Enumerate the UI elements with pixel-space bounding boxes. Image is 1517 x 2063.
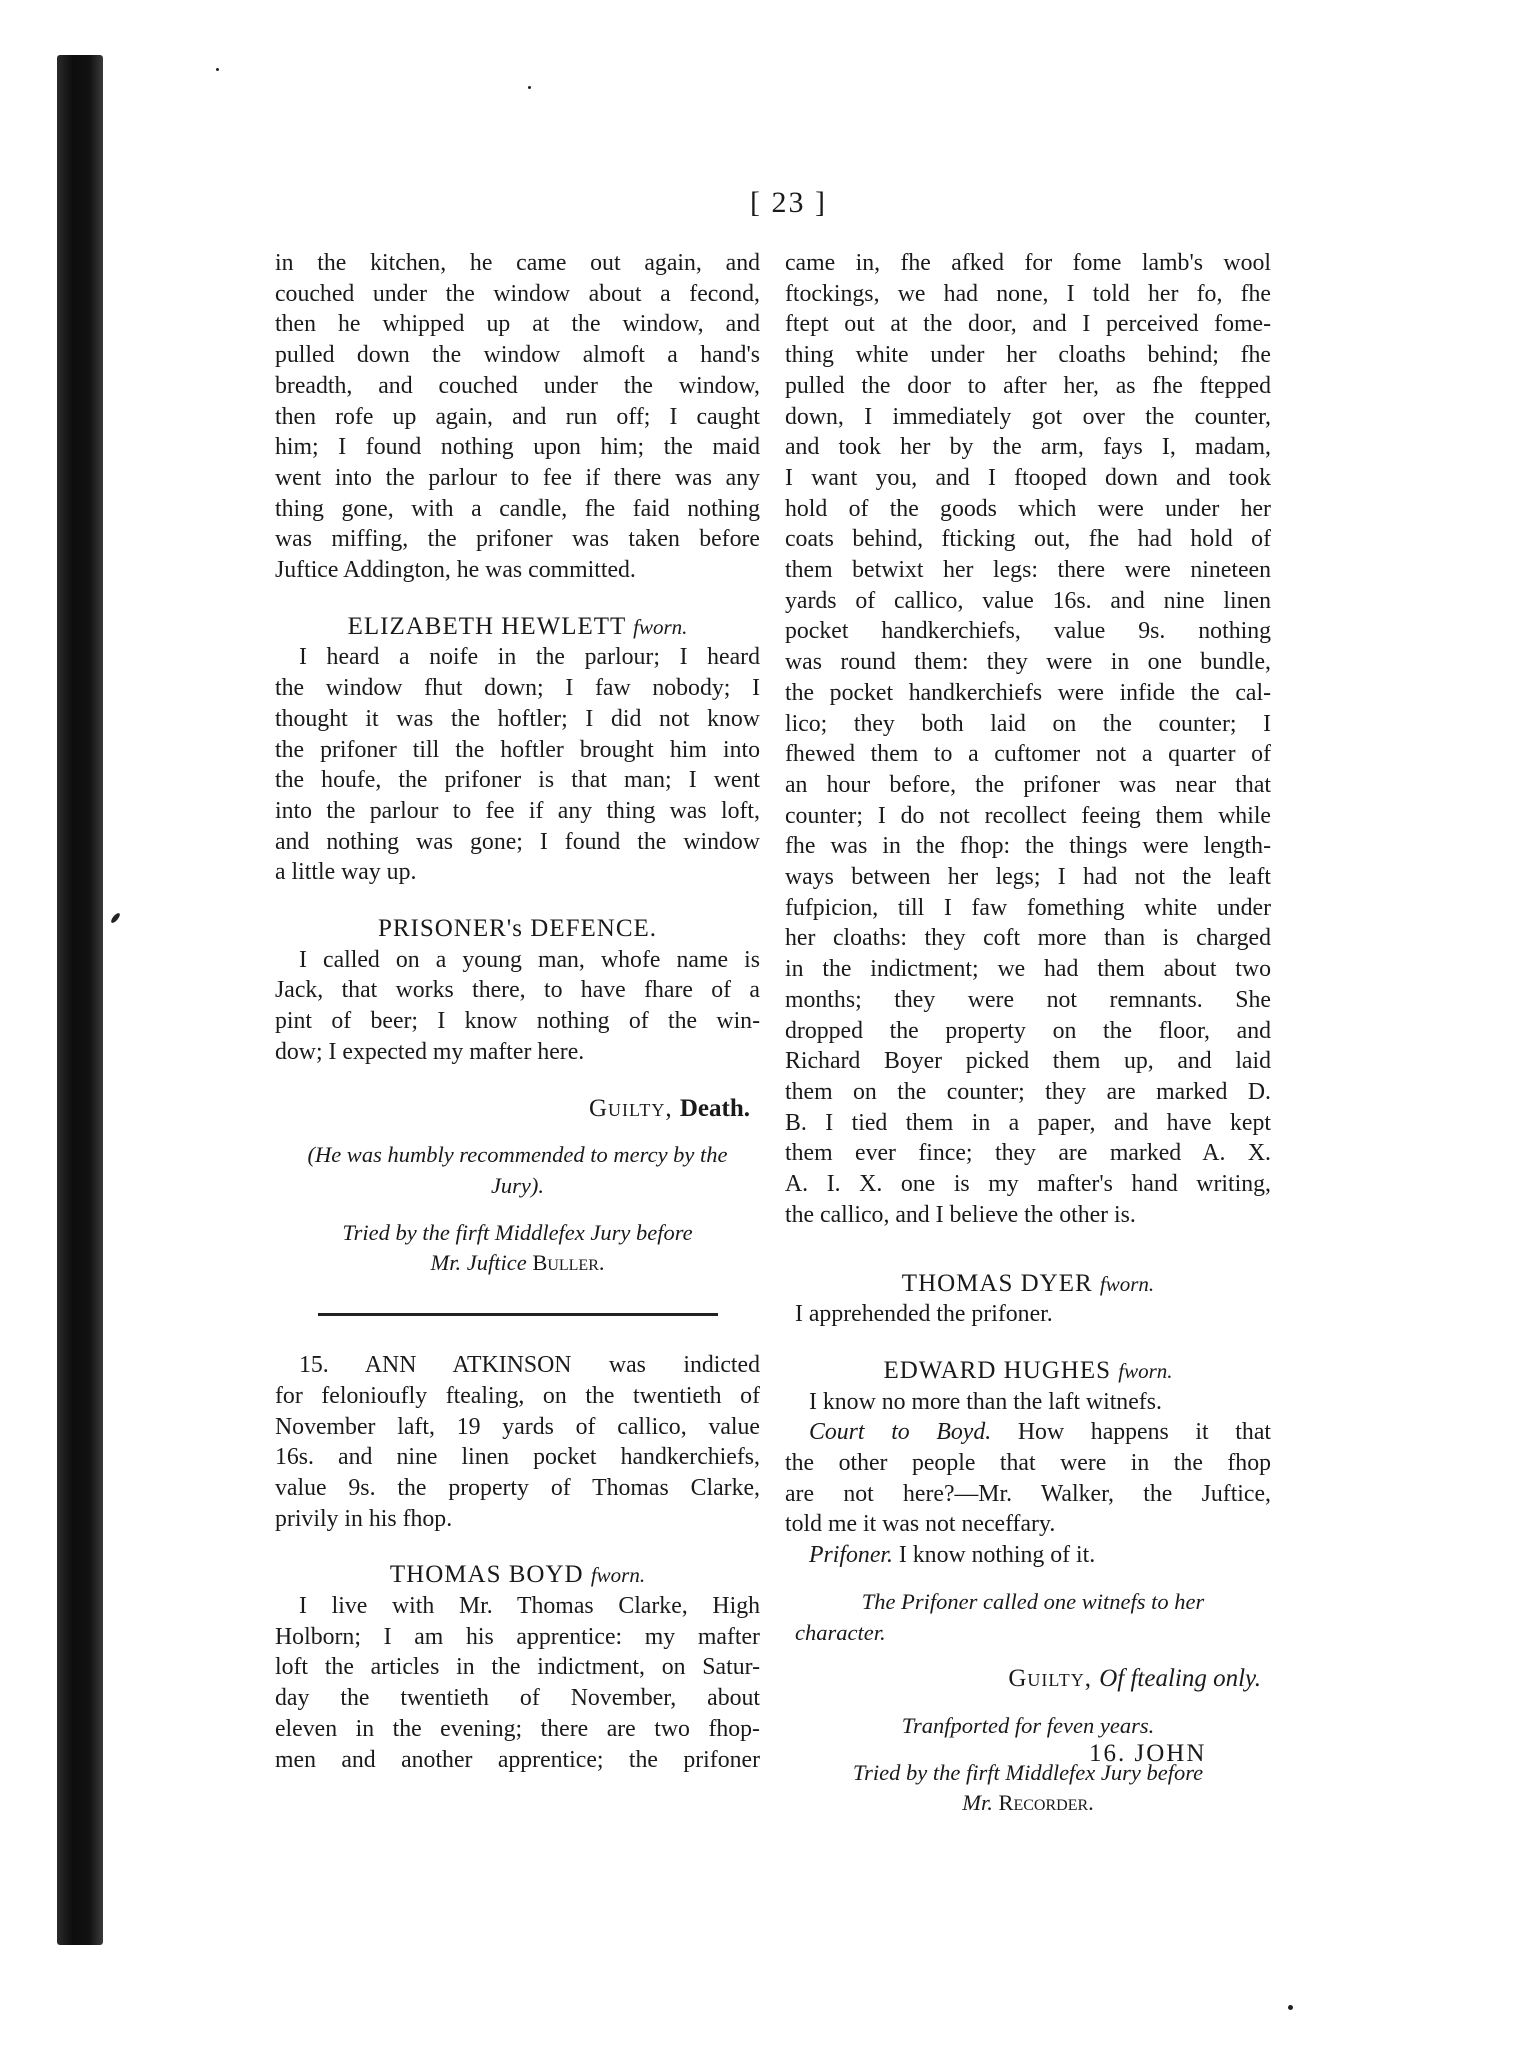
text-line: 16s. and nine linen pocket handkerchiefs, [275,1444,760,1471]
text-line: I called on a young man, whofe name is [299,946,760,973]
text-line: thing white under her cloaths behind; fhe [785,342,1271,369]
text-line: November laft, 19 yards of callico, value [275,1413,760,1440]
scan-speck [1288,2005,1293,2010]
sworn-label: fworn. [633,614,688,639]
text-line: hold of the goods which were under her [785,495,1271,522]
left-column [275,248,760,1775]
scan-speck [216,68,219,71]
text-line: dropped the property on the floor, and [785,1017,1271,1044]
text-line: yards of callico, value 16s. and nine linen [785,587,1271,614]
speech-text: I know nothing of it. [898,1542,1096,1569]
text-line: and took her by the arm, fays I, madam, [785,434,1271,461]
text-line: I live with Mr. Thomas Clarke, High [299,1593,760,1620]
text-line: ftept out at the door, and I perceived fome- [785,311,1271,338]
text-line: counter; I do not recollect feeing them while [785,802,1271,829]
text-line: down, I immediately got over the counter, [785,403,1271,430]
text-line: them ever fince; they are marked A. X. [785,1140,1271,1167]
text-line: ftockings, we had none, I told her fo, fhe [785,280,1271,307]
text-line: pint of beer; I know nothing of the win- [275,1008,760,1035]
text-line: the houfe, the prifoner is that man; I went [275,767,760,794]
text-line: day the twentieth of November, about [275,1685,760,1712]
text-line: in the kitchen, he came out again, and [275,250,760,276]
scan-speck [528,86,531,89]
text-line: the prifoner till the hoftler brought him into [275,736,760,763]
paragraph [785,1387,1271,1571]
text-line: in the indictment; we had them about two [785,956,1271,983]
sworn-label: fworn. [1099,1271,1155,1296]
book-spine-shadow [57,55,103,1945]
paragraph [275,1350,760,1534]
text-line: him; I found nothing upon him; the maid [275,434,760,461]
judge-prefix: Mr. [962,1790,993,1816]
text-line: them betwixt her legs: there were nineteen [785,557,1271,584]
text-line: thing gone, with a candle, fhe faid nothing [275,495,760,522]
text-line: I heard a noife in the parlour; I heard [299,644,760,671]
text-line: I apprehended the prifoner. [795,1301,1053,1328]
witness-heading [785,1356,1271,1387]
text-line: Juftice Addington, he was committed. [275,557,636,584]
speaker-label: Court to Boyd. [809,1419,992,1446]
text-line: (He was humbly recommended to mercy by the [307,1142,728,1168]
text-line: pulled the door to after her, as fhe ftepped [785,372,1271,399]
text-line: lico; they both laid on the counter; I [785,710,1271,737]
catchword: 16. JOHN [1089,1740,1207,1767]
text-line: came in, fhe afked for fome lamb's wool [785,250,1271,276]
text-line: character. [795,1619,886,1645]
witness-heading [275,612,760,643]
witness-name: THOMAS DYER [901,1269,1093,1297]
text-line: Jury). [490,1172,545,1198]
text-line: was miffing, the prifoner was taken before [275,526,760,553]
text-line: 15. ANN ATKINSON was indicted [299,1352,760,1379]
text-line [785,1540,1271,1571]
paragraph [785,1299,1271,1330]
text-line: B. I tied them in a paper, and have kept [785,1109,1271,1136]
tried-note [275,1218,760,1279]
text-line: the pocket handkerchiefs were infide the cal- [785,679,1271,706]
text-line: loft the articles in the indictment, on Satur- [275,1654,760,1681]
text-line: then rofe up again, and run off; I caught [275,403,760,430]
defence-heading: PRISONER's DEFENCE. [377,915,658,943]
text-line [785,1788,1271,1819]
verdict-word: Guilty, [1008,1665,1092,1693]
text-line: I know no more than the laft witnefs. [809,1388,1162,1415]
sentence-word: Death. [679,1094,750,1122]
text-line: was round them: they were in one bundle, [785,649,1271,676]
text-line: a little way up. [275,859,417,886]
verdict [785,1664,1271,1695]
witness-heading [275,1560,760,1591]
text-line: couched under the window about a fecond, [275,280,760,307]
text-line: Tried by the firft Middlefex Jury before [852,1759,1204,1785]
witness-note [785,1587,1271,1648]
text-line: men and another apprentice; the prifoner [275,1746,760,1773]
text-line: the other people that were in the fhop [785,1450,1271,1477]
verdict-detail: Of ftealing only. [1099,1665,1261,1693]
text-line: the callico, and I believe the other is. [785,1201,1136,1228]
text-line: months; they were not remnants. She [785,986,1271,1013]
text-line: A. I. X. one is my mafter's hand writing, [785,1171,1271,1198]
text-line: Tried by the firft Middlefex Jury before [342,1219,693,1245]
text-line: them on the counter; they are marked D. [785,1078,1271,1105]
page-number: [ 23 ] [750,186,827,219]
text-line: told me it was not neceffary. [785,1511,1056,1538]
judge-name: Buller. [532,1250,605,1276]
text-line: then he whipped up at the window, and [275,311,760,338]
speech-text: How happens it that [1017,1419,1271,1446]
text-line: pocket handkerchiefs, value 9s. nothing [785,618,1271,645]
text-line: for felonioufly ftealing, on the twentieth of [275,1382,760,1409]
text-line: breadth, and couched under the window, [275,372,760,399]
witness-heading [785,1269,1271,1300]
text-line: coats behind, fticking out, fhe had hold of [785,526,1271,553]
text-line: fhe was in the fhop: the things were length- [785,833,1271,860]
text-line: and nothing was gone; I found the window [275,828,760,855]
text-line: Holborn; I am his apprentice: my mafter [275,1623,760,1650]
verdict-word: Guilty, [588,1094,673,1122]
text-line [785,1417,1271,1448]
paragraph [275,642,760,888]
text-line: her cloaths: they coft more than is charged [785,925,1271,952]
text-line: Richard Boyer picked them up, and laid [785,1048,1271,1075]
scan-speck [110,912,122,924]
sworn-label: fworn. [590,1563,646,1588]
paragraph [275,248,760,586]
paragraph [275,1591,760,1775]
sworn-label: fworn. [1118,1358,1173,1383]
paragraph [785,248,1271,1231]
mercy-note [275,1140,760,1201]
judge-prefix: Mr. Juftice [430,1250,527,1276]
text-line [275,1248,760,1279]
witness-name: THOMAS BOYD [389,1561,584,1589]
sentence-note: Tranfported for feven years. [901,1712,1155,1738]
text-line: went into the parlour to fee if there was any [275,464,760,491]
speaker-label: Prifoner. [809,1542,893,1569]
verdict [275,1094,760,1125]
text-line: pulled down the window almoft a hand's [275,342,760,369]
witness-name: ELIZABETH HEWLETT [347,612,626,640]
text-line: fhewed them to a cuftomer not a quarter of [785,741,1271,768]
text-line: eleven in the evening; there are two fhop- [275,1715,760,1742]
text-line: privily in his fhop. [275,1505,453,1532]
right-column [785,248,1271,1819]
text-line: dow; I expected my mafter here. [275,1038,585,1065]
text-line: ways between her legs; I had not the leaft [785,864,1271,891]
text-line: an hour before, the prifoner was near that [785,771,1271,798]
text-line: The Prifoner called one witnefs to her [861,1588,1205,1614]
text-line: thought it was the hoftler; I did not know [275,705,760,732]
text-line: the window fhut down; I faw nobody; I [275,675,760,702]
witness-name: EDWARD HUGHES [883,1356,1112,1384]
text-line: fufpicion, till I faw fomething white under [785,894,1271,921]
paragraph [275,945,760,1068]
text-line: into the parlour to fee if any thing was loft, [275,797,760,824]
text-line: value 9s. the property of Thomas Clarke, [275,1474,760,1501]
text-line: Jack, that works there, to have fhare of a [275,977,760,1004]
text-line: are not here?—Mr. Walker, the Juftice, [785,1480,1271,1507]
judge-name: Recorder. [998,1790,1094,1816]
text-line: I want you, and I ftooped down and took [785,464,1271,491]
